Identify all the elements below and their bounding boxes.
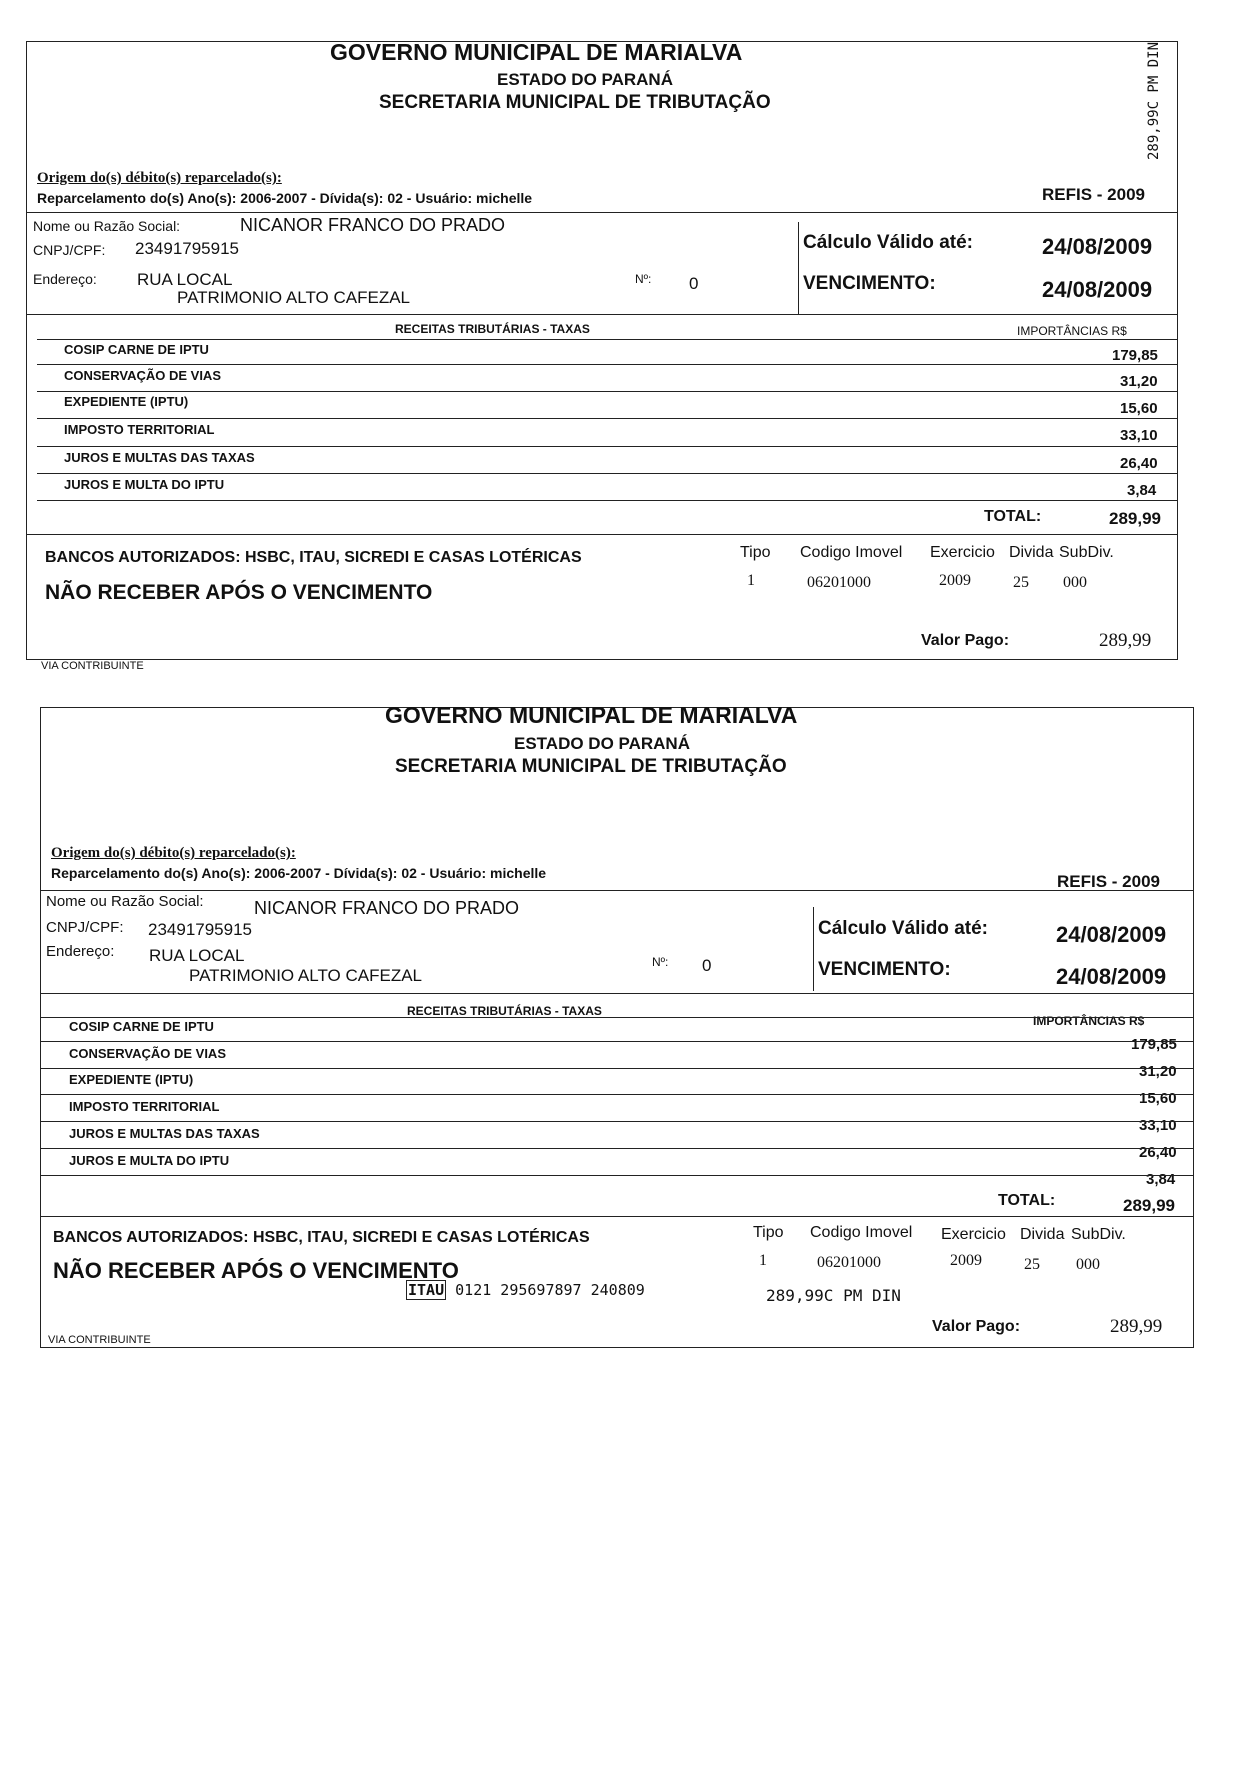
doc-label: CNPJ/CPF:	[46, 919, 124, 936]
paid-value: 289,99	[1099, 630, 1152, 651]
valid-until-date: 24/08/2009	[1056, 922, 1167, 947]
paid-label: Valor Pago:	[921, 632, 1010, 649]
tax-row-label: JUROS E MULTAS DAS TAXAS	[64, 450, 255, 465]
divider	[41, 993, 1193, 994]
row-line	[37, 364, 1177, 365]
subdiv-value: 000	[1076, 1256, 1100, 1273]
exercicio-label: Exercicio	[941, 1226, 1006, 1243]
tax-row-value: 3,84	[1127, 482, 1157, 499]
divider	[27, 212, 1177, 213]
divider	[27, 314, 1177, 315]
payment-slip-bottom	[40, 702, 1194, 1348]
row-line	[41, 1068, 1193, 1069]
tax-row-value: 3,84	[1146, 1171, 1176, 1188]
divider	[41, 1216, 1193, 1217]
due-date: 24/08/2009	[1042, 277, 1153, 302]
valid-until-label: Cálculo Válido até:	[818, 918, 988, 939]
origin-label: Origem do(s) débito(s) reparcelado(s):	[51, 845, 296, 861]
no-receipt-warning: NÃO RECEBER APÓS O VENCIMENTO	[53, 1258, 459, 1283]
tax-row-label: COSIP CARNE DE IPTU	[69, 1019, 214, 1034]
tax-row-label: CONSERVAÇÃO DE VIAS	[69, 1046, 226, 1061]
refis-program: REFIS - 2009	[1057, 872, 1160, 891]
exercicio-value: 2009	[950, 1252, 982, 1269]
secretariat-subtitle: SECRETARIA MUNICIPAL DE TRIBUTAÇÃO	[395, 756, 787, 777]
number-label: Nº:	[635, 272, 652, 286]
authorized-banks: BANCOS AUTORIZADOS: HSBC, ITAU, SICREDI E CASAS LOTÉRICAS	[53, 1229, 590, 1246]
valid-until-date: 24/08/2009	[1042, 234, 1153, 259]
tax-row-value: 26,40	[1139, 1144, 1177, 1161]
tax-row-label: JUROS E MULTA DO IPTU	[64, 477, 225, 492]
taxes-header: RECEITAS TRIBUTÁRIAS - TAXAS	[407, 1004, 602, 1018]
total-value: 289,99	[1123, 1196, 1175, 1215]
address-line2: PATRIMONIO ALTO CAFEZAL	[177, 288, 411, 307]
row-line	[41, 1017, 1193, 1018]
stamp-line2: 289,99C PM DIN	[766, 1286, 901, 1305]
tax-row-label: JUROS E MULTA DO IPTU	[69, 1153, 230, 1168]
due-date: 24/08/2009	[1056, 964, 1167, 989]
address-line1: RUA LOCAL	[137, 270, 233, 289]
reparcel-info: Reparcelamento do(s) Ano(s): 2006-2007 - Dívida(s): 02 - Usuário: michelle	[37, 190, 533, 206]
row-line	[41, 1041, 1193, 1042]
paid-label: Valor Pago:	[932, 1318, 1021, 1335]
taxpayer-name: NICANOR FRANCO DO PRADO	[240, 215, 506, 235]
row-line	[37, 418, 1177, 419]
copy-label: VIA CONTRIBUINTE	[41, 660, 144, 672]
divider	[41, 890, 1193, 891]
row-line	[41, 1148, 1193, 1149]
tax-row-label: EXPEDIENTE (IPTU)	[69, 1072, 194, 1087]
tax-row-label: EXPEDIENTE (IPTU)	[64, 394, 189, 409]
no-receipt-warning: NÃO RECEBER APÓS O VENCIMENTO	[45, 581, 433, 604]
taxes-header: RECEITAS TRIBUTÁRIAS - TAXAS	[395, 322, 590, 336]
tax-row-label: IMPOSTO TERRITORIAL	[64, 422, 215, 437]
taxpayer-doc: 23491795915	[148, 920, 253, 939]
origin-label: Origem do(s) débito(s) reparcelado(s):	[37, 170, 282, 186]
row-line	[41, 1175, 1193, 1176]
address-line1: RUA LOCAL	[149, 946, 245, 965]
valid-until-label: Cálculo Válido até:	[803, 232, 973, 253]
tax-row-value: 33,10	[1120, 427, 1158, 444]
stamp-line1: 0121 295697897 240809	[455, 1281, 645, 1299]
state-subtitle: ESTADO DO PARANÁ	[514, 734, 690, 753]
amounts-header: IMPORTÂNCIAS R$	[1017, 324, 1127, 338]
exercicio-label: Exercicio	[930, 544, 995, 561]
row-line	[41, 1121, 1193, 1122]
doc-label: CNPJ/CPF:	[33, 242, 106, 258]
total-label: TOTAL:	[998, 1192, 1056, 1209]
paid-value: 289,99	[1110, 1316, 1163, 1337]
tax-row-value: 15,60	[1120, 400, 1158, 417]
refis-program: REFIS - 2009	[1042, 185, 1145, 204]
tax-row-label: COSIP CARNE DE IPTU	[64, 342, 209, 357]
number-label: Nº:	[652, 955, 669, 969]
tipo-value: 1	[759, 1252, 767, 1269]
total-value: 289,99	[1109, 509, 1161, 528]
divida-value: 25	[1013, 574, 1029, 591]
taxpayer-name: NICANOR FRANCO DO PRADO	[254, 898, 520, 918]
name-label: Nome ou Razão Social:	[33, 218, 181, 234]
row-line	[41, 1094, 1193, 1095]
tax-row-label: JUROS E MULTAS DAS TAXAS	[69, 1126, 260, 1141]
codigo-value: 06201000	[807, 574, 871, 591]
address-label: Endereço:	[33, 271, 97, 287]
address-number: 0	[689, 274, 699, 293]
row-line	[37, 339, 1177, 340]
due-label: VENCIMENTO:	[818, 959, 951, 980]
government-title: GOVERNO MUNICIPAL DE MARIALVA	[330, 39, 743, 65]
tax-row-label: IMPOSTO TERRITORIAL	[69, 1099, 220, 1114]
payment-slip-top	[26, 41, 1178, 660]
row-line	[37, 446, 1177, 447]
tax-row-value: 179,85	[1112, 347, 1158, 364]
row-line	[37, 391, 1177, 392]
row-line	[37, 500, 1177, 501]
secretariat-subtitle: SECRETARIA MUNICIPAL DE TRIBUTAÇÃO	[379, 92, 771, 113]
codigo-label: Codigo Imovel	[810, 1224, 913, 1241]
address-line2: PATRIMONIO ALTO CAFEZAL	[189, 966, 423, 985]
tipo-value: 1	[747, 572, 755, 589]
subdiv-value: 000	[1063, 574, 1087, 591]
taxpayer-doc: 23491795915	[135, 239, 240, 258]
subdiv-label: SubDiv.	[1059, 544, 1114, 561]
divider	[798, 222, 799, 314]
divider	[27, 534, 1177, 535]
divida-label: Divida	[1009, 544, 1054, 561]
bank-mark: ITAU	[408, 1281, 445, 1299]
divida-label: Divida	[1020, 1226, 1065, 1243]
tax-row-value: 31,20	[1139, 1063, 1177, 1080]
address-number: 0	[702, 956, 712, 975]
tax-row-label: CONSERVAÇÃO DE VIAS	[64, 368, 221, 383]
amounts-header: IMPORTÂNCIAS R$	[1033, 1014, 1145, 1028]
state-subtitle: ESTADO DO PARANÁ	[497, 70, 673, 89]
tipo-label: Tipo	[740, 544, 771, 561]
bank-authentication-stamp-vertical: 289,99C PM DIN	[1146, 41, 1162, 160]
exercicio-value: 2009	[939, 572, 971, 589]
government-title: GOVERNO MUNICIPAL DE MARIALVA	[385, 702, 798, 728]
tax-row-value: 31,20	[1120, 373, 1158, 390]
bank-authentication-stamp	[406, 1280, 645, 1300]
subdiv-label: SubDiv.	[1071, 1226, 1126, 1243]
tax-row-value: 179,85	[1131, 1036, 1177, 1053]
due-label: VENCIMENTO:	[803, 273, 936, 294]
tax-row-value: 26,40	[1120, 455, 1158, 472]
authorized-banks: BANCOS AUTORIZADOS: HSBC, ITAU, SICREDI E CASAS LOTÉRICAS	[45, 549, 582, 566]
copy-label: VIA CONTRIBUINTE	[48, 1334, 151, 1346]
name-label: Nome ou Razão Social:	[46, 893, 204, 910]
reparcel-info: Reparcelamento do(s) Ano(s): 2006-2007 - Dívida(s): 02 - Usuário: michelle	[51, 865, 547, 881]
tax-row-value: 33,10	[1139, 1117, 1177, 1134]
codigo-label: Codigo Imovel	[800, 544, 903, 561]
divider	[813, 907, 814, 991]
tipo-label: Tipo	[753, 1224, 784, 1241]
row-line	[37, 473, 1177, 474]
tax-row-value: 15,60	[1139, 1090, 1177, 1107]
codigo-value: 06201000	[817, 1254, 881, 1271]
total-label: TOTAL:	[984, 508, 1042, 525]
address-label: Endereço:	[46, 943, 115, 960]
divida-value: 25	[1024, 1256, 1040, 1273]
